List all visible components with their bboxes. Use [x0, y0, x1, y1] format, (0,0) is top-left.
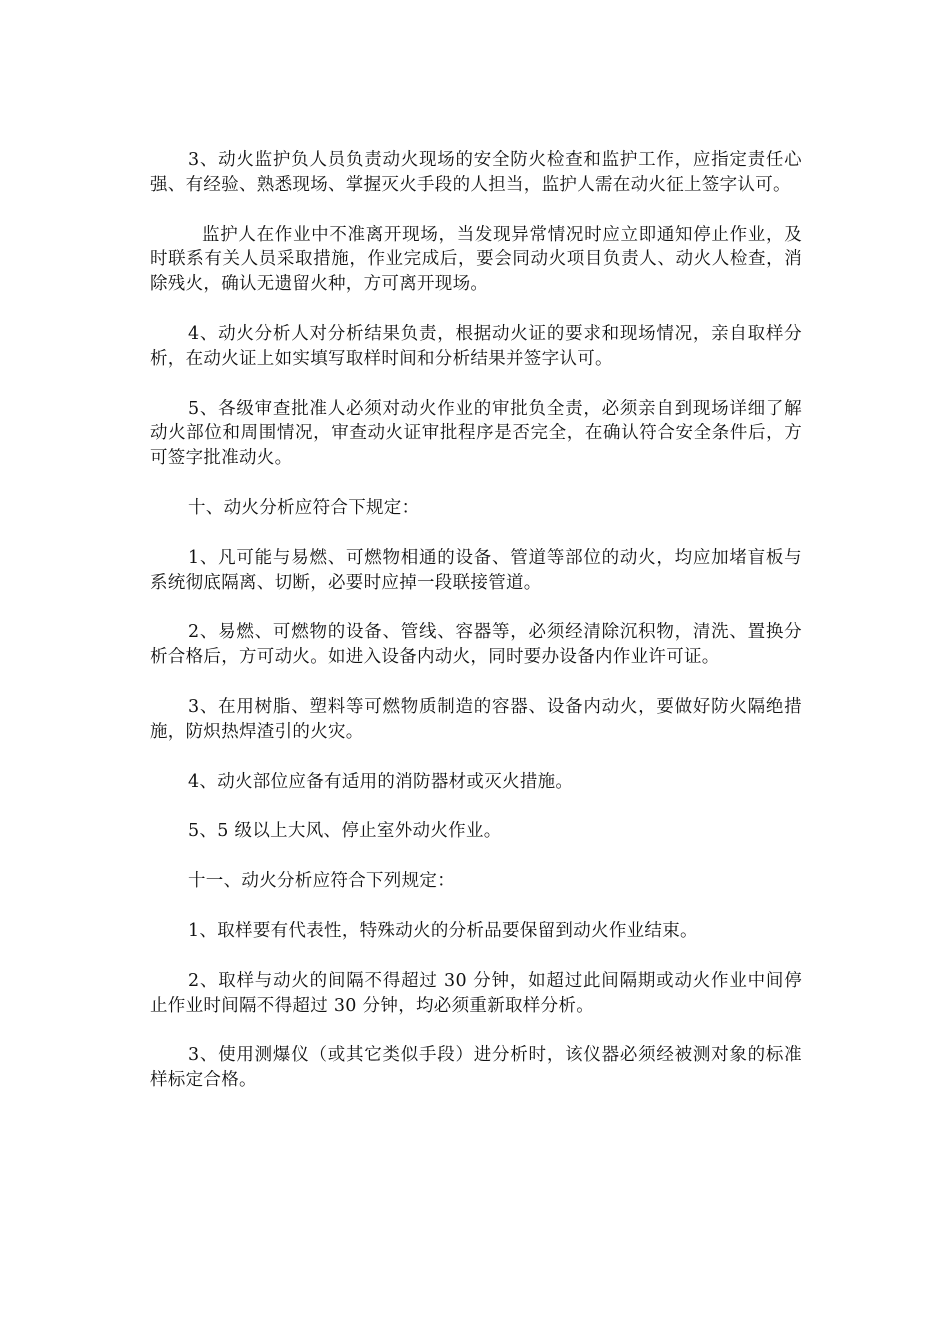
section-heading-11: 十一、动火分析应符合下列规定： — [188, 871, 455, 892]
document-page — [150, 148, 802, 1118]
paragraph-fire-watch-duty: 监护人在作业中不准离开现场，当发现异常情况时应立即通知停止作业，及时联系有关人员采取措施，作业完成后，要会同动火项目负责人、动火人检查，消除残火，确认无遗留火种，方可离开现场。 — [150, 224, 802, 295]
paragraph-11-1: 1、取样要有代表性，特殊动火的分析品要保留到动火作业结束。 — [188, 920, 698, 941]
paragraph-4-analyst: 4、动火分析人对分析结果负责，根据动火证的要求和现场情况，亲自取样分析，在动火证上如实填写取样时间和分析结果并签字认可。 — [150, 323, 802, 369]
paragraph-11-2: 2、取样与动火的间隔不得超过 30 分钟，如超过此间隔期或动火作业中间停止作业时间隔不得超过 30 分钟，均必须重新取样分析。 — [150, 970, 802, 1016]
paragraph-10-1: 1、凡可能与易燃、可燃物相通的设备、管道等部位的动火，均应加堵盲板与系统彻底隔离、切断，必要时应掉一段联接管道。 — [150, 547, 802, 593]
paragraph-10-4: 4、动火部位应备有适用的消防器材或灭火措施。 — [188, 771, 574, 792]
paragraph-10-2: 2、易燃、可燃物的设备、管线、容器等，必须经清除沉积物，清洗、置换分析合格后，方可动火。如进入设备内动火，同时要办设备内作业许可证。 — [150, 622, 802, 668]
paragraph-10-3: 3、在用树脂、塑料等可燃物质制造的容器、设备内动火，要做好防火隔绝措施，防炽热焊渣引的火灾。 — [150, 696, 802, 742]
paragraph-10-5: 5、5 级以上大风、停止室外动火作业。 — [188, 821, 502, 842]
paragraph-3-fire-watch: 3、动火监护负人员负责动火现场的安全防火检查和监护工作，应指定责任心强、有经验、熟悉现场、掌握灭火手段的人担当，监护人需在动火征上签字认可。 — [150, 150, 802, 195]
paragraph-5-approver: 5、各级审查批准人必须对动火作业的审批负全责，必须亲自到现场详细了解动火部位和周围情况，审查动火证审批程序是否完全，在确认符合安全条件后，方可签字批准动火。 — [150, 398, 802, 469]
paragraph-11-3: 3、使用测爆仪（或其它类似手段）进分析时，该仪器必须经被测对象的标准样标定合格。 — [150, 1045, 802, 1091]
section-heading-10: 十、动火分析应符合下规定： — [188, 497, 420, 518]
